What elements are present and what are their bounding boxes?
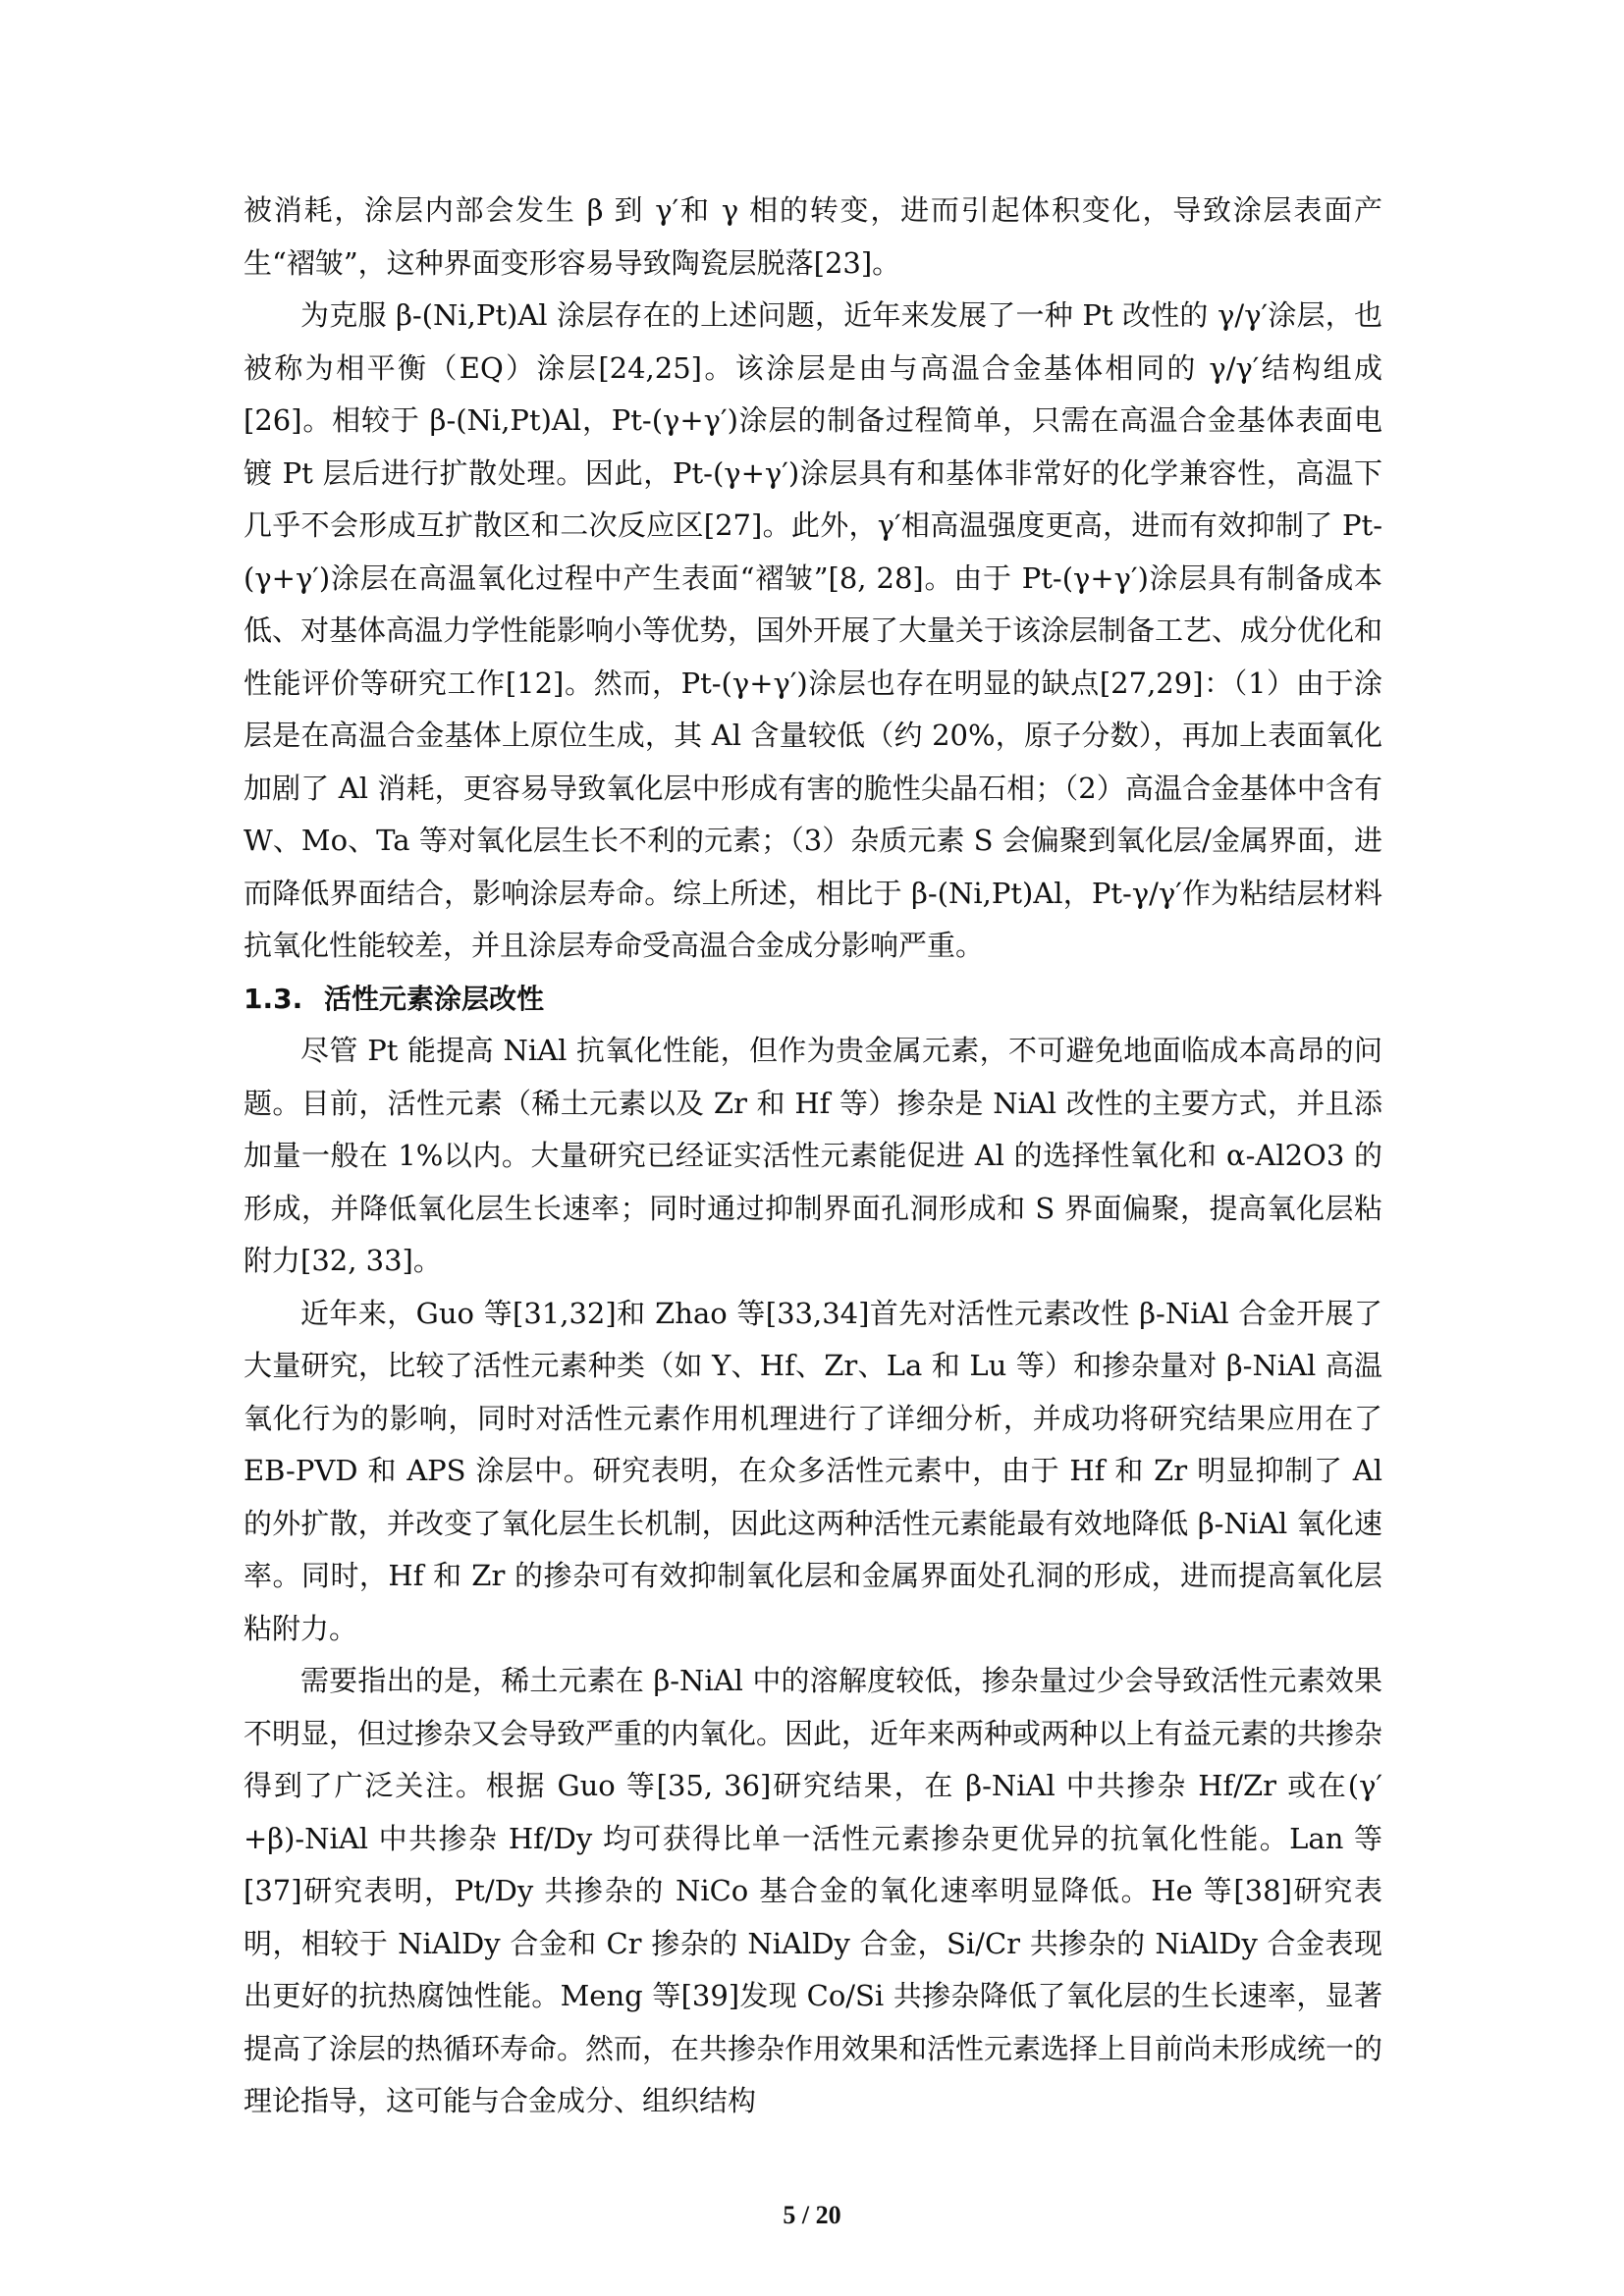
section-heading <box>244 973 1382 1026</box>
section-number: 1.3. <box>244 982 303 1015</box>
paragraph-active-elements: 尽管 Pt 能提高 NiAl 抗氧化性能，但作为贵金属元素，不可避免地面临成本高昂的问题。目前，活性元素（稀土元素以及 Zr 和 Hf 等）掺杂是 NiAl 改性的主要方式，并且添加量一般在 1%以内。大量研究已经证实活性元素能促进 Al 的选择性氧化和 α-Al2O3 的形成，并降低氧化层生长速率；同时通过抑制界面孔洞形成和 S 界面偏聚，提高氧化层粘附力[32, 33]。 <box>244 1034 1382 1277</box>
page-number: 5 / 20 <box>783 2201 841 2229</box>
paragraph-pt-gamma-coating: 为克服 β-(Ni,Pt)Al 涂层存在的上述问题，近年来发展了一种 Pt 改性的 γ/γ′涂层，也被称为相平衡（EQ）涂层[24,25]。该涂层是由与高温合金基体相同的 γ/γ′结构组成[26]。相较于 β-(Ni,Pt)Al，Pt-(γ+γ′)涂层的制备过程简单，只需在高温合金基体表面电镀 Pt 层后进行扩散处理。因此，Pt-(γ+γ′)涂层具有和基体非常好的化学兼容性，高温下几乎不会形成互扩散区和二次反应区[27]。此外，γ′相高温强度更高，进而有效抑制了 Pt-(γ+γ′)涂层在高温氧化过程中产生表面“褶皱”[8, 28]。由于 Pt-(γ+γ′)涂层具有制备成本低、对基体高温力学性能影响小等优势，国外开展了大量关于该涂层制备工艺、成分优化和性能评价等研究工作[12]。然而，Pt-(γ+γ′)涂层也存在明显的缺点[27,29]：（1）由于涂层是在高温合金基体上原位生成，其 Al 含量较低（约 20%，原子分数），再加上表面氧化加剧了 Al 消耗，更容易导致氧化层中形成有害的脆性尖晶石相；（2）高温合金基体中含有 W、Mo、Ta 等对氧化层生长不利的元素；（3）杂质元素 S 会偏聚到氧化层/金属界面，进而降低界面结合，影响涂层寿命。综上所述，相比于 β-(Ni,Pt)Al，Pt-γ/γ′作为粘结层材料抗氧化性能较差，并且涂层寿命受高温合金成分影响严重。 <box>244 298 1383 962</box>
paragraph-continuation: 被消耗，涂层内部会发生 β 到 γ′和 γ 相的转变，进而引起体积变化，导致涂层表面产生“褶皱”，这种界面变形容易导致陶瓷层脱落[23]。 <box>244 193 1382 280</box>
document-body <box>244 185 1382 2128</box>
paragraph-guo-zhao-research: 近年来，Guo 等[31,32]和 Zhao 等[33,34]首先对活性元素改性 β-NiAl 合金开展了大量研究，比较了活性元素种类（如 Y、Hf、Zr、La 和 Lu 等）和掺杂量对 β-NiAl 高温氧化行为的影响，同时对活性元素作用机理进行了详细分析，并成功将研究结果应用在了 EB-PVD 和 APS 涂层中。研究表明，在众多活性元素中，由于 Hf 和 Zr 明显抑制了 Al 的外扩散，并改变了氧化层生长机制，因此这两种活性元素能最有效地降低 β-NiAl 氧化速率。同时，Hf 和 Zr 的掺杂可有效抑制氧化层和金属界面处孔洞的形成，进而提高氧化层粘附力。 <box>244 1296 1382 1645</box>
section-title: 活性元素涂层改性 <box>324 982 545 1015</box>
paragraph-codoping: 需要指出的是，稀土元素在 β-NiAl 中的溶解度较低，掺杂量过少会导致活性元素效果不明显，但过掺杂又会导致严重的内氧化。因此，近年来两种或两种以上有益元素的共掺杂得到了广泛关注。根据 Guo 等[35, 36]研究结果，在 β-NiAl 中共掺杂 Hf/Zr 或在(γ′+β)-NiAl 中共掺杂 Hf/Dy 均可获得比单一活性元素掺杂更优异的抗氧化性能。Lan 等[37]研究表明，Pt/Dy 共掺杂的 NiCo 基合金的氧化速率明显降低。He 等[38]研究表明，相较于 NiAlDy 合金和 Cr 掺杂的 NiAlDy 合金，Si/Cr 共掺杂的 NiAlDy 合金表现出更好的抗热腐蚀性能。Meng 等[39]发现 Co/Si 共掺杂降低了氧化层的生长速率，显著提高了涂层的热循环寿命。然而，在共掺杂作用效果和活性元素选择上目前尚未形成统一的理论指导，这可能与合金成分、组织结构 <box>244 1664 1383 2117</box>
